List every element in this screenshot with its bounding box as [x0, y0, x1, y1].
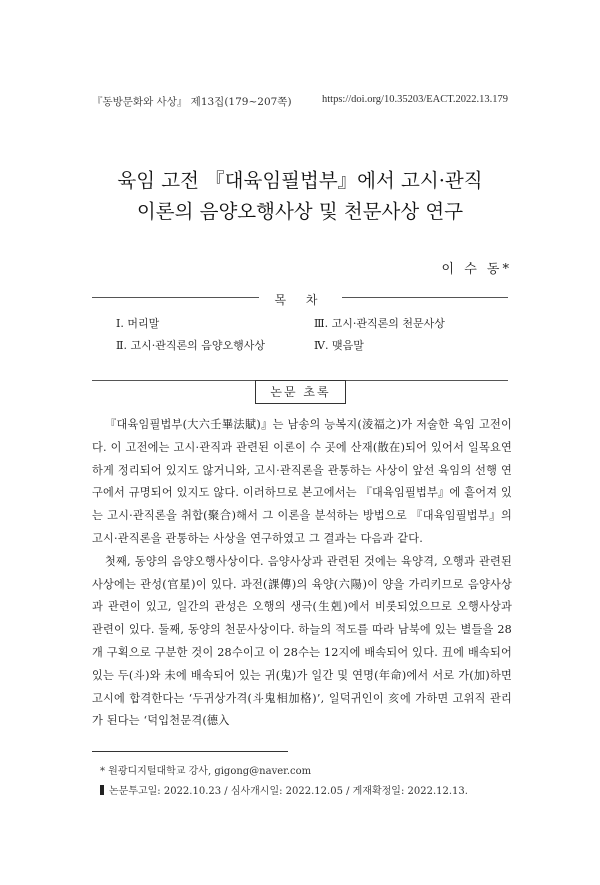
title-line-2: 이론의 음양오행사상 및 천문사상 연구 — [136, 200, 464, 223]
abstract-paragraph: 첫째, 동양의 음양오행사상이다. 음양사상과 관련된 것에는 육양격, 오행과 관련된 사상에는 관성(官星)이 있다. 과전(課傳)의 육양(六陽)이 양을 가리키므로 음양사상과 관련이 있고, 일간의 관성은 오행의 생극(生剋)에서 비롯되었으므로 오행사상과 관련이 있다. 둘째, 동양의 천문사상이다. 하늘의 적도를 따라 남북에 있는 별들을 28개 구획으로 구분한 것이 28수이고 이 28수는 12지에 배속되어 있다. 丑에 배속되어 있는 두(斗)와 未에 배속되어 있는 귀(鬼)가 일간 및 연명(年命)에서 서로 가(加)하면 고시에 합격한다는 ‘두귀상가격(斗鬼相加格)’, 일덕귀인이 亥에 가하면 고위직 관리가 된다는 ‘덕입천문격(德入 — [92, 554, 512, 728]
abstract-heading: 논문 초록 — [255, 380, 346, 404]
toc-item: Ⅲ. 고시·관직론의 천문사상 — [314, 317, 445, 330]
footnote-rule — [92, 751, 288, 752]
dates-footnote — [100, 782, 468, 797]
footnote-bar-marker — [100, 785, 104, 795]
toc-item: Ⅱ. 고시·관직론의 음양오행사상 — [116, 339, 265, 352]
toc-heading-text: 목 차 — [259, 293, 342, 307]
toc-column-right — [314, 313, 514, 357]
toc-heading — [0, 289, 600, 308]
toc-item: Ⅳ. 맺음말 — [314, 339, 364, 352]
abstract-body — [92, 414, 512, 733]
abstract-paragraph: 『대육임필법부(大六壬畢法賦)』는 남송의 능복지(淩福之)가 저술한 육임 고전이다. 이 고전에는 고시·관직과 관련된 이론이 수 곳에 산재(散在)되어 있어서 일목요연하게 정리되어 있지도 않거니와, 고시·관직론을 관통하는 사상이 앞선 육임의 선행 연구에서 규명되어 있지도 않다. 이러하므로 본고에서는 『대육임필법부』에 흩어져 있는 고시·관직론을 취합(聚合)해서 그 이론을 분석하는 방법으로 『대육임필법부』의 고시·관직론을 관통하는 사상을 연구하였고 그 결과는 다음과 같다. — [92, 418, 512, 545]
journal-citation: 『동방문화와 사상』 제13집(179~207쪽) — [92, 96, 292, 108]
submission-dates: 논문투고일: 2022.10.23 / 심사개시일: 2022.12.05 / 게재확정일: 2022.12.13. — [109, 786, 468, 797]
author-name: 이 수 동* — [441, 262, 512, 277]
toc-item: Ⅰ. 머리말 — [116, 317, 160, 330]
paper-title — [60, 165, 540, 227]
title-line-1: 육임 고전 『대육임필법부』에서 고시·관직 — [117, 169, 483, 192]
author-footnote: * 원광디지털대학교 강사, gigong@naver.com — [100, 766, 312, 777]
doi-link[interactable]: https://doi.org/10.35203/EACT.2022.13.179 — [322, 94, 508, 105]
toc-column-left — [116, 313, 316, 357]
